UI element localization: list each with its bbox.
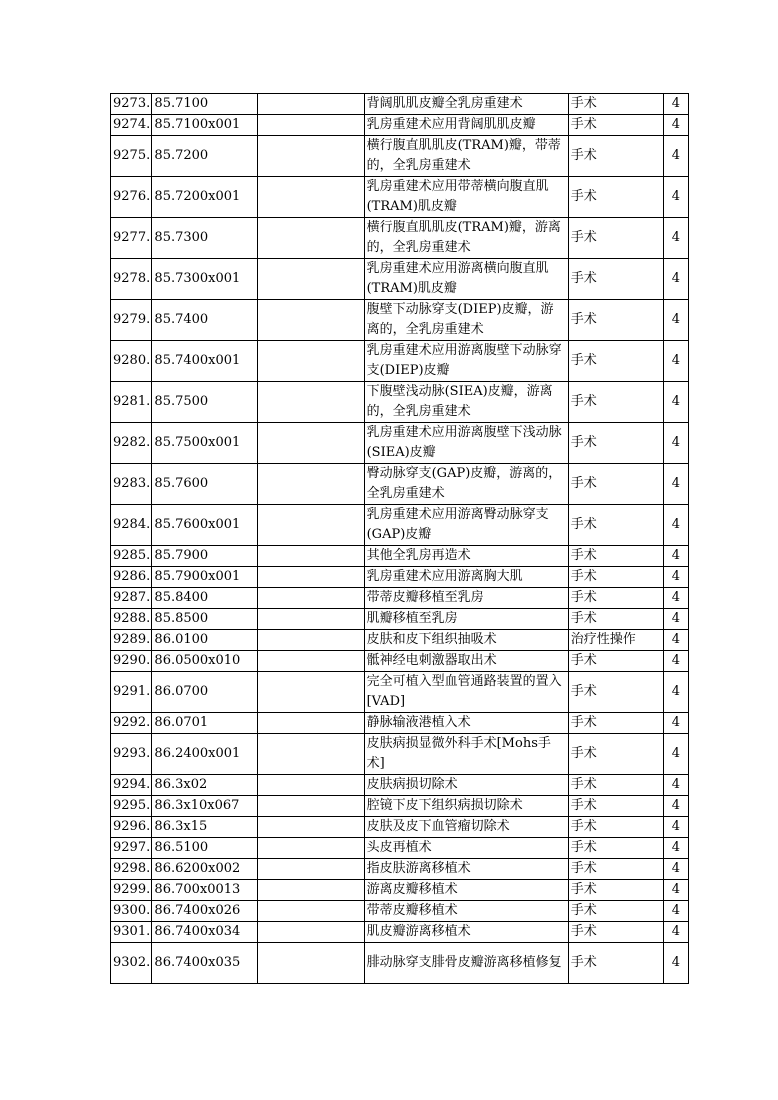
- procedure-type: 手术: [568, 796, 663, 817]
- procedure-level: 4: [663, 567, 688, 588]
- extra-code-cell: [257, 817, 364, 838]
- extra-code-cell: [257, 713, 364, 734]
- procedure-name: 带蒂皮瓣移植术: [364, 901, 568, 922]
- table-row: [111, 464, 689, 505]
- procedure-name: 骶神经电刺激器取出术: [364, 651, 568, 672]
- procedure-type: 手术: [568, 300, 663, 341]
- procedure-name: 肌皮瓣游离移植术: [364, 922, 568, 943]
- extra-code-cell: [257, 115, 364, 136]
- procedure-table: [110, 93, 689, 984]
- table-row: [111, 817, 689, 838]
- extra-code-cell: [257, 775, 364, 796]
- table-row: [111, 838, 689, 859]
- row-index: 9285.: [111, 546, 152, 567]
- procedure-code: 86.3x10x067: [152, 796, 257, 817]
- procedure-level: 4: [663, 734, 688, 775]
- procedure-type: 手术: [568, 382, 663, 423]
- procedure-name: 乳房重建术应用游离胸大肌: [364, 567, 568, 588]
- procedure-level: 4: [663, 300, 688, 341]
- procedure-code: 86.0100: [152, 630, 257, 651]
- procedure-level: 4: [663, 651, 688, 672]
- row-index: 9299.: [111, 880, 152, 901]
- procedure-name: 皮肤及皮下血管瘤切除术: [364, 817, 568, 838]
- extra-code-cell: [257, 922, 364, 943]
- procedure-type: 手术: [568, 775, 663, 796]
- procedure-name: 皮肤病损显微外科手术[Mohs手术]: [364, 734, 568, 775]
- procedure-type: 手术: [568, 734, 663, 775]
- table-row: [111, 259, 689, 300]
- procedure-level: 4: [663, 136, 688, 177]
- procedure-code: 85.7300x001: [152, 259, 257, 300]
- procedure-code: 86.5100: [152, 838, 257, 859]
- table-row: [111, 922, 689, 943]
- table-row: [111, 734, 689, 775]
- procedure-name: 横行腹直肌肌皮(TRAM)瓣，带蒂的，全乳房重建术: [364, 136, 568, 177]
- procedure-name: 指皮肤游离移植术: [364, 859, 568, 880]
- table-row: [111, 423, 689, 464]
- procedure-code: 85.7100x001: [152, 115, 257, 136]
- procedure-code: 85.7400x001: [152, 341, 257, 382]
- row-index: 9290.: [111, 651, 152, 672]
- procedure-level: 4: [663, 713, 688, 734]
- procedure-code: 85.7500x001: [152, 423, 257, 464]
- procedure-level: 4: [663, 943, 688, 984]
- procedure-type: 手术: [568, 880, 663, 901]
- row-index: 9284.: [111, 505, 152, 546]
- extra-code-cell: [257, 943, 364, 984]
- extra-code-cell: [257, 796, 364, 817]
- procedure-type: 手术: [568, 672, 663, 713]
- procedure-level: 4: [663, 880, 688, 901]
- extra-code-cell: [257, 423, 364, 464]
- procedure-name: 带蒂皮瓣移植至乳房: [364, 588, 568, 609]
- procedure-level: 4: [663, 218, 688, 259]
- extra-code-cell: [257, 567, 364, 588]
- procedure-name: 乳房重建术应用带蒂横向腹直肌(TRAM)肌皮瓣: [364, 177, 568, 218]
- table-row: [111, 630, 689, 651]
- row-index: 9296.: [111, 817, 152, 838]
- procedure-code: 85.7200: [152, 136, 257, 177]
- table-row: [111, 713, 689, 734]
- procedure-type: 手术: [568, 651, 663, 672]
- procedure-level: 4: [663, 796, 688, 817]
- extra-code-cell: [257, 609, 364, 630]
- procedure-name: 乳房重建术应用游离腹壁下浅动脉(SIEA)皮瓣: [364, 423, 568, 464]
- procedure-code: 85.7200x001: [152, 177, 257, 218]
- table-row: [111, 901, 689, 922]
- procedure-level: 4: [663, 259, 688, 300]
- procedure-name: 游离皮瓣移植术: [364, 880, 568, 901]
- table-row: [111, 609, 689, 630]
- procedure-name: 乳房重建术应用游离臀动脉穿支(GAP)皮瓣: [364, 505, 568, 546]
- procedure-level: 4: [663, 901, 688, 922]
- procedure-type: 手术: [568, 177, 663, 218]
- procedure-level: 4: [663, 546, 688, 567]
- procedure-level: 4: [663, 177, 688, 218]
- row-index: 9288.: [111, 609, 152, 630]
- row-index: 9273.: [111, 94, 152, 115]
- extra-code-cell: [257, 651, 364, 672]
- procedure-code: 85.7900x001: [152, 567, 257, 588]
- procedure-name: 腓动脉穿支腓骨皮瓣游离移植修复: [364, 943, 568, 984]
- table-row: [111, 136, 689, 177]
- procedure-type: 手术: [568, 259, 663, 300]
- table-row: [111, 796, 689, 817]
- procedure-type: 手术: [568, 817, 663, 838]
- procedure-type: 手术: [568, 115, 663, 136]
- procedure-level: 4: [663, 609, 688, 630]
- row-index: 9277.: [111, 218, 152, 259]
- procedure-code: 85.8500: [152, 609, 257, 630]
- row-index: 9282.: [111, 423, 152, 464]
- procedure-level: 4: [663, 817, 688, 838]
- procedure-type: 手术: [568, 943, 663, 984]
- procedure-type: 手术: [568, 136, 663, 177]
- procedure-code: 85.7600x001: [152, 505, 257, 546]
- procedure-code: 86.700x0013: [152, 880, 257, 901]
- procedure-level: 4: [663, 382, 688, 423]
- row-index: 9294.: [111, 775, 152, 796]
- procedure-name: 横行腹直肌肌皮(TRAM)瓣，游离的，全乳房重建术: [364, 218, 568, 259]
- row-index: 9302.: [111, 943, 152, 984]
- procedure-type: 手术: [568, 901, 663, 922]
- procedure-type: 手术: [568, 609, 663, 630]
- procedure-code: 85.7400: [152, 300, 257, 341]
- row-index: 9275.: [111, 136, 152, 177]
- extra-code-cell: [257, 546, 364, 567]
- procedure-name: 皮肤病损切除术: [364, 775, 568, 796]
- extra-code-cell: [257, 464, 364, 505]
- row-index: 9274.: [111, 115, 152, 136]
- procedure-name: 其他全乳房再造术: [364, 546, 568, 567]
- row-index: 9278.: [111, 259, 152, 300]
- procedure-level: 4: [663, 505, 688, 546]
- procedure-level: 4: [663, 464, 688, 505]
- procedure-name: 腹壁下动脉穿支(DIEP)皮瓣，游离的，全乳房重建术: [364, 300, 568, 341]
- procedure-level: 4: [663, 838, 688, 859]
- procedure-code: 85.7600: [152, 464, 257, 505]
- table-row: [111, 651, 689, 672]
- procedure-type: 手术: [568, 713, 663, 734]
- procedure-level: 4: [663, 922, 688, 943]
- extra-code-cell: [257, 300, 364, 341]
- row-index: 9286.: [111, 567, 152, 588]
- row-index: 9280.: [111, 341, 152, 382]
- procedure-type: 手术: [568, 505, 663, 546]
- table-row: [111, 588, 689, 609]
- row-index: 9292.: [111, 713, 152, 734]
- procedure-type: 手术: [568, 218, 663, 259]
- extra-code-cell: [257, 672, 364, 713]
- procedure-code: 86.3x15: [152, 817, 257, 838]
- table-row: [111, 859, 689, 880]
- procedure-type: 手术: [568, 464, 663, 505]
- procedure-name: 乳房重建术应用背阔肌肌皮瓣: [364, 115, 568, 136]
- row-index: 9276.: [111, 177, 152, 218]
- table-row: [111, 382, 689, 423]
- procedure-code: 85.8400: [152, 588, 257, 609]
- extra-code-cell: [257, 136, 364, 177]
- table-row: [111, 775, 689, 796]
- procedure-name: 头皮再植术: [364, 838, 568, 859]
- extra-code-cell: [257, 588, 364, 609]
- row-index: 9295.: [111, 796, 152, 817]
- procedure-level: 4: [663, 588, 688, 609]
- procedure-type: 手术: [568, 546, 663, 567]
- procedure-level: 4: [663, 672, 688, 713]
- row-index: 9291.: [111, 672, 152, 713]
- procedure-type: 手术: [568, 94, 663, 115]
- table-row: [111, 341, 689, 382]
- extra-code-cell: [257, 505, 364, 546]
- procedure-type: 手术: [568, 567, 663, 588]
- procedure-name: 静脉输液港植入术: [364, 713, 568, 734]
- row-index: 9279.: [111, 300, 152, 341]
- procedure-type: 手术: [568, 423, 663, 464]
- procedure-type: 手术: [568, 838, 663, 859]
- procedure-level: 4: [663, 423, 688, 464]
- row-index: 9281.: [111, 382, 152, 423]
- procedure-code: 86.2400x001: [152, 734, 257, 775]
- extra-code-cell: [257, 901, 364, 922]
- extra-code-cell: [257, 838, 364, 859]
- row-index: 9283.: [111, 464, 152, 505]
- procedure-code: 85.7100: [152, 94, 257, 115]
- procedure-name: 臀动脉穿支(GAP)皮瓣，游离的，全乳房重建术: [364, 464, 568, 505]
- procedure-code: 86.0700: [152, 672, 257, 713]
- procedure-level: 4: [663, 775, 688, 796]
- procedure-level: 4: [663, 630, 688, 651]
- row-index: 9293.: [111, 734, 152, 775]
- table-row: [111, 672, 689, 713]
- table-row: [111, 177, 689, 218]
- extra-code-cell: [257, 259, 364, 300]
- procedure-name: 腔镜下皮下组织病损切除术: [364, 796, 568, 817]
- procedure-name: 乳房重建术应用游离横向腹直肌(TRAM)肌皮瓣: [364, 259, 568, 300]
- table-row: [111, 546, 689, 567]
- procedure-level: 4: [663, 94, 688, 115]
- extra-code-cell: [257, 177, 364, 218]
- procedure-code: 86.7400x026: [152, 901, 257, 922]
- table-row: [111, 300, 689, 341]
- table-row: [111, 943, 689, 984]
- procedure-code: 85.7300: [152, 218, 257, 259]
- extra-code-cell: [257, 94, 364, 115]
- row-index: 9289.: [111, 630, 152, 651]
- row-index: 9301.: [111, 922, 152, 943]
- extra-code-cell: [257, 630, 364, 651]
- procedure-type: 治疗性操作: [568, 630, 663, 651]
- row-index: 9297.: [111, 838, 152, 859]
- procedure-name: 背阔肌肌皮瓣全乳房重建术: [364, 94, 568, 115]
- extra-code-cell: [257, 218, 364, 259]
- procedure-name: 乳房重建术应用游离腹壁下动脉穿支(DIEP)皮瓣: [364, 341, 568, 382]
- procedure-level: 4: [663, 341, 688, 382]
- procedure-code: 86.7400x034: [152, 922, 257, 943]
- procedure-code: 86.0500x010: [152, 651, 257, 672]
- extra-code-cell: [257, 859, 364, 880]
- extra-code-cell: [257, 382, 364, 423]
- procedure-code: 85.7500: [152, 382, 257, 423]
- procedure-table-body: [111, 94, 689, 984]
- row-index: 9300.: [111, 901, 152, 922]
- procedure-level: 4: [663, 859, 688, 880]
- procedure-level: 4: [663, 115, 688, 136]
- procedure-type: 手术: [568, 859, 663, 880]
- procedure-code: 86.3x02: [152, 775, 257, 796]
- procedure-name: 下腹壁浅动脉(SIEA)皮瓣，游离的，全乳房重建术: [364, 382, 568, 423]
- table-row: [111, 115, 689, 136]
- table-row: [111, 880, 689, 901]
- procedure-code: 86.7400x035: [152, 943, 257, 984]
- row-index: 9298.: [111, 859, 152, 880]
- procedure-name: 完全可植入型血管通路装置的置入[VAD]: [364, 672, 568, 713]
- procedure-name: 皮肤和皮下组织抽吸术: [364, 630, 568, 651]
- extra-code-cell: [257, 734, 364, 775]
- procedure-code: 86.0701: [152, 713, 257, 734]
- table-row: [111, 505, 689, 546]
- procedure-name: 肌瓣移植至乳房: [364, 609, 568, 630]
- procedure-type: 手术: [568, 341, 663, 382]
- procedure-type: 手术: [568, 588, 663, 609]
- table-row: [111, 94, 689, 115]
- table-row: [111, 567, 689, 588]
- extra-code-cell: [257, 880, 364, 901]
- row-index: 9287.: [111, 588, 152, 609]
- table-row: [111, 218, 689, 259]
- extra-code-cell: [257, 341, 364, 382]
- procedure-type: 手术: [568, 922, 663, 943]
- procedure-code: 86.6200x002: [152, 859, 257, 880]
- procedure-code: 85.7900: [152, 546, 257, 567]
